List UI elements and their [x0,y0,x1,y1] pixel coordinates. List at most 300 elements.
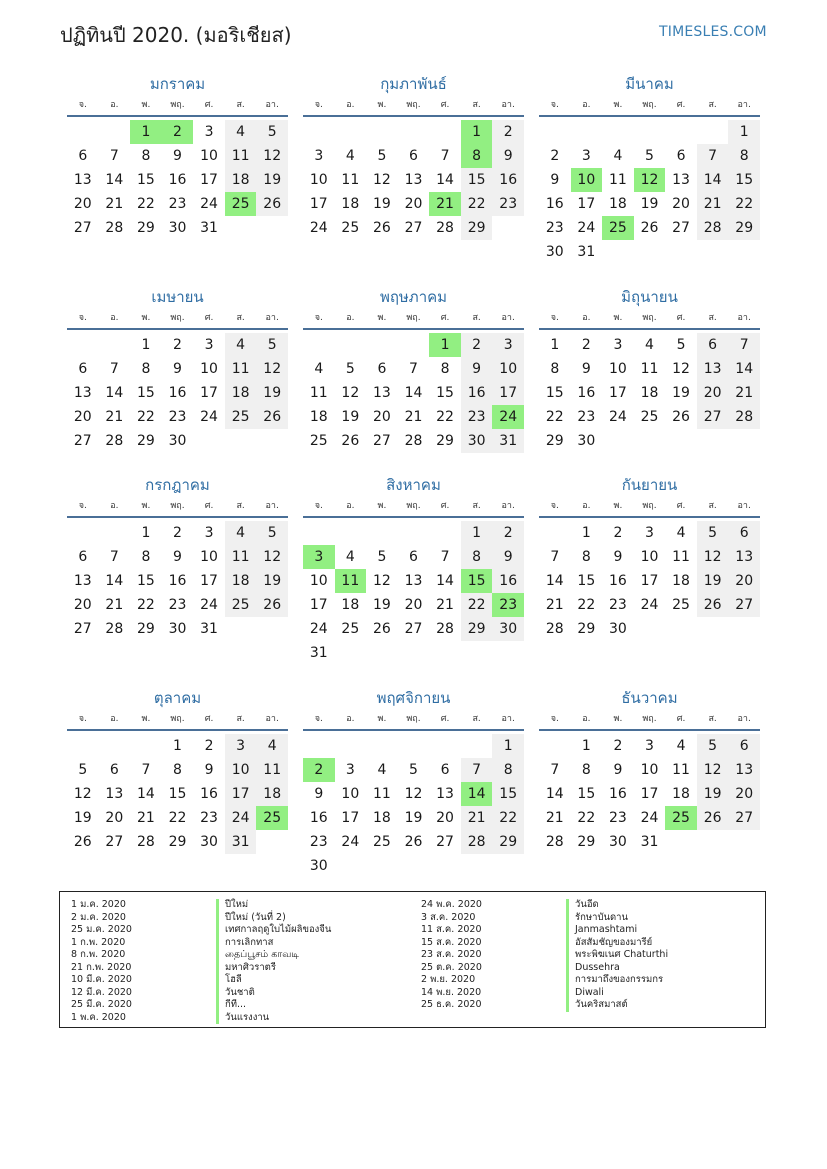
day-cell: 23 [492,192,524,216]
day-cell: 5 [697,521,729,545]
day-cell: 28 [697,216,729,240]
holiday-day-cell: 14 [461,782,493,806]
day-cell: 2 [550,148,560,164]
day-cell: 16 [545,196,564,212]
day-cell: 20 [728,782,760,806]
day-cell: 1 [581,738,591,754]
day-cell: 6 [409,148,418,164]
day-cell: 7 [550,549,560,565]
day-cell: 7 [440,549,450,565]
legend-date: 3 ส.ค. 2020 [421,911,476,923]
day-cell: 2 [492,521,524,545]
day-cell: 13 [404,573,423,589]
day-cell: 24 [309,220,328,236]
day-cell: 27 [73,220,92,236]
weekday-label: พ. [377,100,387,110]
day-cell: 1 [173,738,182,754]
weekday-label: อ. [346,100,355,110]
weekday-label: ส. [472,313,481,323]
day-cell: 30 [200,834,218,850]
day-cell: 30 [609,834,627,850]
weekday-label: พฤ. [642,100,657,110]
day-cell: 1 [461,521,493,545]
day-cell: 20 [672,196,690,212]
day-cell: 7 [697,144,729,168]
day-cell: 23 [168,597,187,613]
day-cell: 29 [137,621,155,637]
day-cell: 1 [728,120,760,144]
legend-holiday-name: การเลิกทาส [216,937,331,950]
day-cell: 29 [728,216,760,240]
day-cell: 14 [137,786,155,802]
day-cell: 30 [461,429,493,453]
day-cell: 19 [256,569,288,593]
day-cell: 18 [341,196,360,212]
day-cell: 20 [73,597,92,613]
day-cell: 14 [105,573,124,589]
holiday-day-cell: 24 [492,405,524,429]
day-cell: 15 [137,573,155,589]
day-cell: 25 [672,597,690,613]
weekday-label: จ. [314,313,323,323]
day-cell: 15 [728,168,760,192]
day-cell: 8 [461,545,493,569]
day-cell: 14 [545,786,564,802]
weekday-header [67,97,288,111]
weekday-label: อ. [582,313,591,323]
weekday-header [303,498,524,512]
legend-date: 15 ส.ค. 2020 [421,936,482,948]
day-cell: 15 [461,168,493,192]
weekday-label: ศ. [440,501,450,511]
holiday-day-cell: 3 [303,545,335,569]
weekday-label: จ. [78,313,87,323]
day-cell: 3 [613,337,623,353]
holiday-day-cell: 11 [335,569,367,593]
weekday-header [67,498,288,512]
day-cell: 16 [200,786,218,802]
day-cell: 20 [73,409,92,425]
day-cell: 2 [461,333,493,357]
day-cell: 23 [200,810,218,826]
weekday-label: พ. [613,501,623,511]
day-cell: 28 [545,834,564,850]
day-cell: 6 [409,549,418,565]
day-cell: 4 [613,148,623,164]
day-cell: 29 [577,834,596,850]
weekday-label: จ. [314,501,323,511]
day-cell: 10 [341,786,360,802]
day-cell: 24 [225,806,257,830]
day-cell: 15 [545,385,564,401]
day-cell: 2 [613,738,623,754]
day-cell: 21 [545,597,564,613]
day-cell: 26 [256,405,288,429]
legend-holiday-name: อัสสัมชัญของมารีย์ [566,937,668,950]
day-cell: 19 [697,569,729,593]
weekday-label: อา. [737,313,751,323]
legend-date: 1 ก.พ. 2020 [71,936,126,948]
day-cell: 29 [436,433,454,449]
day-cell: 4 [225,521,257,545]
day-cell: 26 [672,409,690,425]
day-cell: 20 [73,196,92,212]
day-cell: 28 [105,621,124,637]
weekday-label: อา. [737,501,751,511]
day-cell: 19 [697,782,729,806]
day-cell: 18 [256,782,288,806]
weekday-label: ส. [472,501,481,511]
day-cell: 13 [105,786,124,802]
day-cell: 21 [697,192,729,216]
day-cell: 8 [141,148,151,164]
holiday-day-cell: 2 [162,120,194,144]
day-cell: 13 [373,385,391,401]
day-cell: 26 [697,806,729,830]
page-title: ปฏิทินปี 2020. (มอริเชียส) [60,23,292,47]
month-title: สิงหาคม [386,476,441,494]
day-cell: 3 [314,148,324,164]
legend-date: 1 ม.ค. 2020 [71,899,126,910]
day-cell: 24 [200,196,218,212]
day-cell: 5 [256,120,288,144]
day-cell: 4 [225,120,257,144]
day-cell: 4 [225,333,257,357]
day-cell: 13 [404,172,423,188]
day-cell: 23 [309,834,328,850]
legend-holiday-name: วันชาติ [216,987,331,1000]
day-cell: 17 [341,810,360,826]
day-cell: 21 [545,810,564,826]
day-cell: 25 [341,621,360,637]
day-cell: 10 [640,549,659,565]
holiday-day-cell: 2 [303,758,335,782]
day-cell: 15 [168,786,187,802]
day-cell: 9 [314,786,324,802]
day-cell: 19 [256,168,288,192]
legend-holiday-name: พระพิฆเนศ Chaturthi [566,949,668,962]
weekday-label: พ. [141,313,151,323]
day-cell: 4 [645,337,654,353]
day-cell: 2 [613,525,623,541]
weekday-label: ส. [236,100,245,110]
day-grid [67,734,288,878]
day-cell: 11 [225,357,257,381]
weekday-label: จ. [550,100,559,110]
day-cell: 8 [440,361,450,377]
weekday-label: อ. [110,100,119,110]
weekday-label: พฤ. [170,313,185,323]
header-rule [539,516,760,518]
day-cell: 13 [728,758,760,782]
weekday-label: พ. [613,100,623,110]
day-cell: 24 [640,810,659,826]
legend-holiday-name: มหาศิวราตรี [216,962,331,975]
header-rule [303,729,524,731]
holiday-day-cell: 8 [461,144,493,168]
day-cell: 23 [609,597,627,613]
weekday-header [67,711,288,725]
day-cell: 4 [377,762,387,778]
day-cell: 16 [168,573,187,589]
weekday-label: ส. [236,714,245,724]
day-cell: 5 [256,333,288,357]
day-cell: 16 [577,385,596,401]
day-cell: 28 [404,433,423,449]
day-cell: 9 [613,549,623,565]
day-cell: 31 [492,429,524,453]
day-cell: 21 [105,409,124,425]
day-cell: 3 [204,124,214,140]
day-cell: 27 [373,433,391,449]
day-cell: 16 [461,381,493,405]
day-cell: 30 [309,858,328,874]
weekday-label: พฤ. [406,313,421,323]
legend-holiday-name: Diwali [566,987,668,1000]
day-cell: 12 [697,545,729,569]
day-cell: 15 [137,385,155,401]
day-cell: 29 [492,830,524,854]
weekday-label: อา. [737,714,751,724]
header-rule [67,115,288,117]
day-cell: 5 [645,148,654,164]
day-cell: 27 [436,834,454,850]
legend-date: 25 มี.ค. 2020 [71,999,132,1010]
day-cell: 8 [141,361,151,377]
day-cell: 15 [137,172,155,188]
weekday-label: อ. [582,714,591,724]
day-cell: 7 [109,549,119,565]
holiday-day-cell: 15 [461,569,493,593]
day-cell: 30 [577,433,596,449]
day-cell: 8 [581,762,591,778]
holiday-day-cell: 1 [461,120,493,144]
day-cell: 28 [137,834,155,850]
day-cell: 18 [373,810,391,826]
day-cell: 17 [309,597,328,613]
day-cell: 7 [728,333,760,357]
weekday-label: จ. [78,714,87,724]
weekday-label: พฤ. [642,501,657,511]
legend-date: 25 ธ.ค. 2020 [421,999,482,1010]
day-cell: 14 [436,172,454,188]
legend-date: 8 ก.พ. 2020 [71,949,126,960]
weekday-label: ส. [236,313,245,323]
day-cell: 18 [640,385,659,401]
day-cell: 17 [492,381,524,405]
day-cell: 8 [581,549,591,565]
brand-link[interactable]: TIMESLES.COM [659,24,767,40]
day-cell: 19 [373,196,391,212]
weekday-label: พ. [141,100,151,110]
weekday-label: ศ. [204,100,214,110]
day-cell: 22 [577,597,596,613]
day-cell: 1 [581,525,591,541]
day-cell: 7 [440,148,450,164]
weekday-label: พฤ. [406,501,421,511]
day-grid [539,333,760,477]
day-cell: 1 [141,525,151,541]
day-cell: 4 [676,738,686,754]
header-rule [303,115,524,117]
legend-date: 25 ต.ค. 2020 [421,961,482,973]
day-cell: 5 [345,361,355,377]
day-cell: 16 [492,569,524,593]
day-cell: 21 [461,806,493,830]
weekday-label: อ. [110,501,119,511]
day-cell: 6 [728,734,760,758]
day-cell: 11 [341,172,360,188]
day-cell: 27 [728,593,760,617]
weekday-label: พ. [613,714,623,724]
weekday-label: อ. [110,313,119,323]
month-title: มิถุนายน [621,288,678,306]
day-cell: 3 [581,148,591,164]
day-cell: 30 [168,433,187,449]
weekday-label: อ. [582,501,591,511]
day-cell: 19 [373,597,391,613]
day-cell: 14 [404,385,423,401]
day-cell: 5 [697,734,729,758]
day-cell: 17 [609,385,627,401]
holiday-day-cell: 1 [130,120,162,144]
day-cell: 4 [314,361,324,377]
weekday-label: อา. [265,714,279,724]
holiday-day-cell: 21 [429,192,461,216]
day-cell: 16 [168,385,187,401]
day-cell: 10 [492,357,524,381]
day-cell: 26 [341,433,360,449]
day-cell: 22 [461,593,493,617]
weekday-label: พ. [377,313,387,323]
weekday-label: ส. [708,501,717,511]
day-cell: 15 [577,573,596,589]
weekday-header [539,97,760,111]
weekday-label: พ. [377,714,387,724]
day-cell: 15 [436,385,454,401]
day-grid [67,333,288,477]
day-cell: 30 [609,621,627,637]
day-cell: 21 [105,597,124,613]
day-cell: 16 [309,810,328,826]
day-grid [539,120,760,264]
weekday-label: จ. [78,100,87,110]
day-cell: 27 [697,405,729,429]
holiday-day-cell: 12 [634,168,666,192]
day-cell: 3 [204,525,214,541]
day-cell: 2 [204,738,214,754]
day-cell: 1 [550,337,560,353]
holiday-day-cell: 1 [429,333,461,357]
day-cell: 6 [676,148,686,164]
day-cell: 6 [728,521,760,545]
weekday-label: อ. [110,714,119,724]
day-cell: 26 [373,621,391,637]
day-cell: 24 [309,621,328,637]
weekday-label: อา. [265,501,279,511]
weekday-label: พฤ. [406,714,421,724]
day-cell: 2 [173,525,182,541]
day-cell: 8 [141,549,151,565]
day-cell: 5 [377,549,387,565]
day-cell: 10 [309,573,328,589]
holiday-legend [59,891,766,1028]
day-cell: 9 [173,148,182,164]
day-cell: 4 [345,148,355,164]
day-cell: 27 [73,433,92,449]
weekday-label: จ. [550,714,559,724]
day-cell: 10 [200,361,218,377]
weekday-header [303,310,524,324]
day-cell: 10 [200,549,218,565]
weekday-header [67,310,288,324]
weekday-label: พฤ. [170,100,185,110]
day-cell: 26 [256,593,288,617]
weekday-label: ศ. [676,501,686,511]
day-cell: 28 [728,405,760,429]
day-cell: 29 [461,617,493,641]
day-cell: 12 [672,361,690,377]
month-title: พฤศจิกายน [376,689,451,707]
legend-holiday-name: การมาถึงของกรรมกร [566,974,668,987]
day-cell: 31 [309,645,328,661]
legend-holiday-name: Dussehra [566,962,668,975]
day-cell: 19 [640,196,659,212]
weekday-label: ศ. [676,313,686,323]
month-title: กันยายน [621,476,678,494]
day-cell: 28 [105,433,124,449]
day-cell: 3 [345,762,355,778]
day-cell: 27 [404,621,423,637]
day-cell: 9 [492,545,524,569]
day-cell: 3 [645,525,654,541]
day-cell: 21 [728,381,760,405]
legend-date: 2 ม.ค. 2020 [71,911,126,923]
day-cell: 7 [109,148,119,164]
legend-date: 1 พ.ค. 2020 [71,1011,126,1023]
weekday-label: พฤ. [170,501,185,511]
day-cell: 25 [225,593,257,617]
day-cell: 22 [137,409,155,425]
legend-holiday-name: ปีใหม่ (วันที่ 2) [216,912,331,925]
weekday-label: ศ. [676,100,686,110]
holiday-day-cell: 25 [225,192,257,216]
legend-date: 2 พ.ย. 2020 [421,974,476,985]
weekday-label: พฤ. [642,313,657,323]
weekday-label: พ. [141,714,151,724]
day-cell: 24 [200,597,218,613]
day-cell: 19 [404,810,423,826]
weekday-header [303,711,524,725]
day-cell: 6 [78,148,88,164]
weekday-label: ศ. [204,714,214,724]
header-rule [539,328,760,330]
day-cell: 28 [105,220,124,236]
weekday-label: พฤ. [642,714,657,724]
header-rule [539,115,760,117]
day-cell: 13 [672,172,690,188]
day-cell: 20 [373,409,391,425]
day-cell: 1 [141,337,151,353]
legend-holiday-name: โฮลี [216,974,331,987]
day-cell: 14 [697,168,729,192]
month-title: เมษายน [151,288,204,306]
header-rule [303,516,524,518]
day-cell: 22 [137,196,155,212]
day-cell: 23 [577,409,596,425]
day-cell: 22 [137,597,155,613]
legend-date: 23 ส.ค. 2020 [421,949,482,960]
